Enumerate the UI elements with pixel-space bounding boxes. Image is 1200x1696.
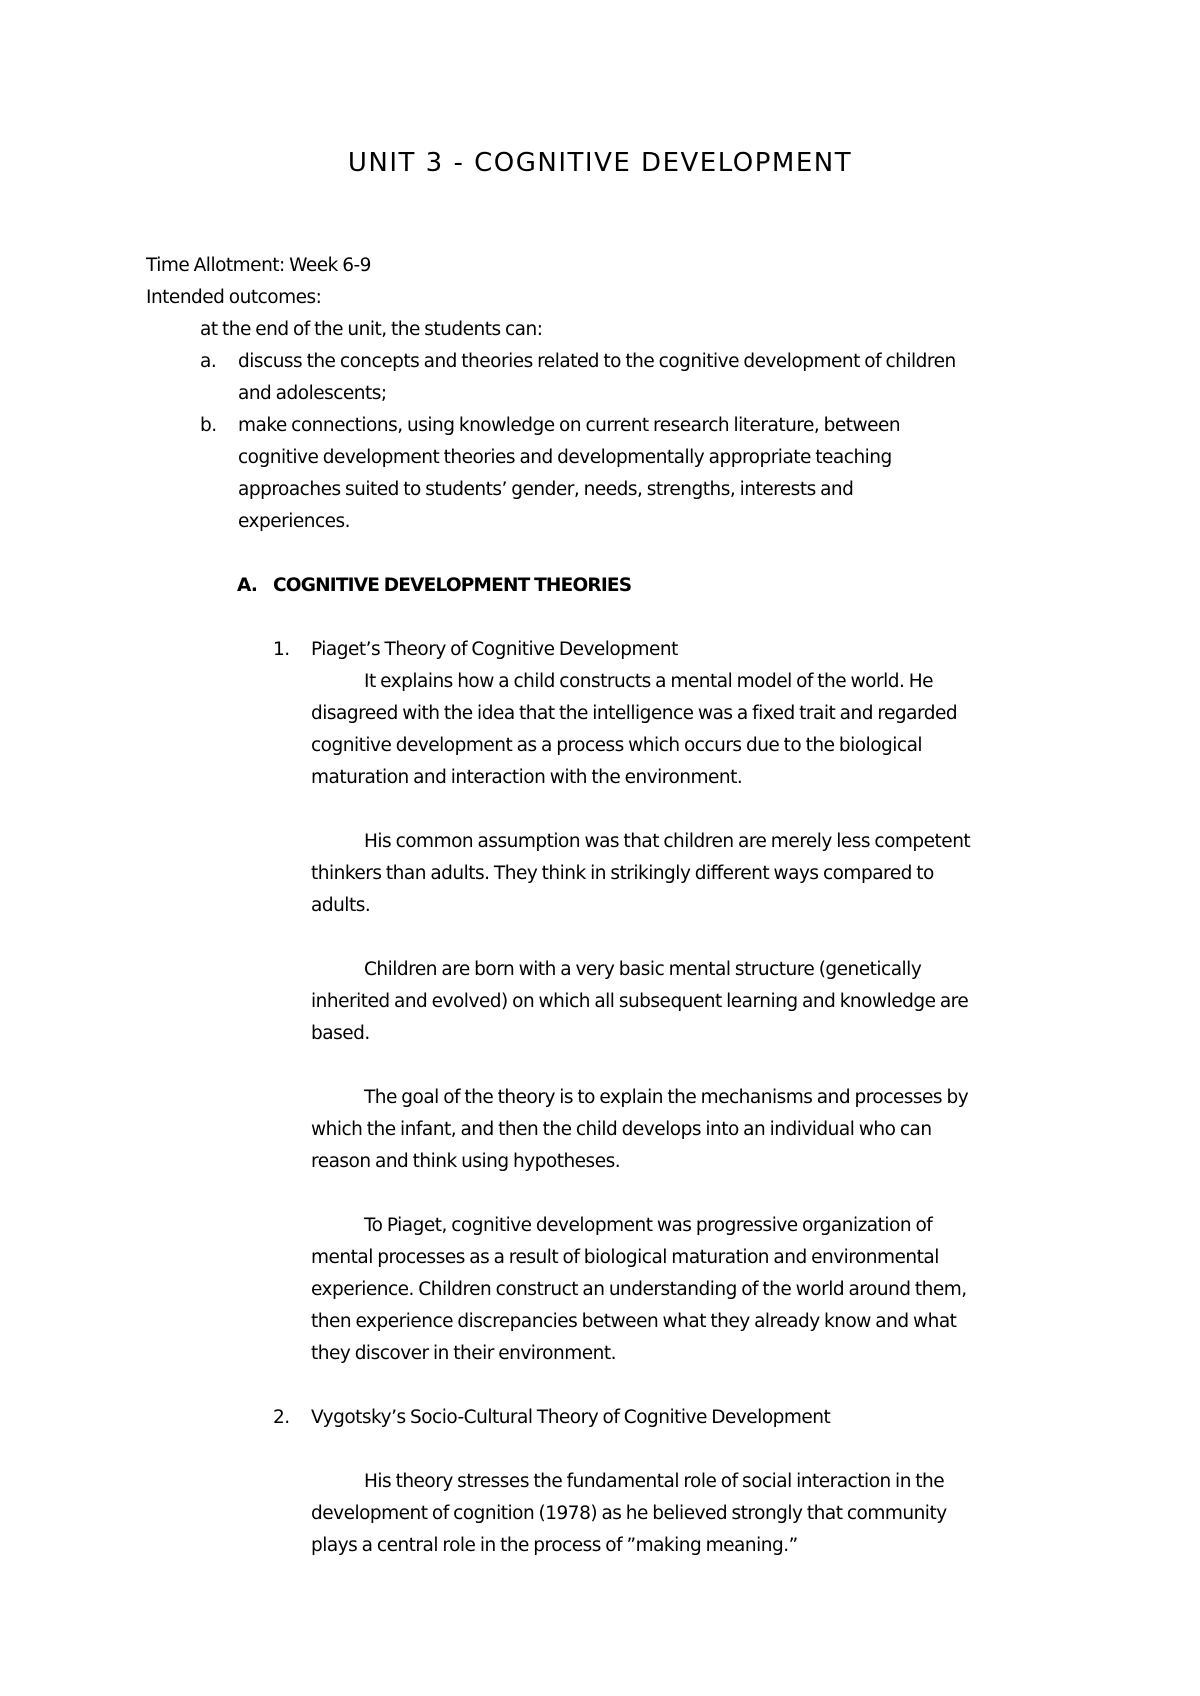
outcome-line: experiences. <box>238 511 351 532</box>
paragraph-line: thinkers than adults. They think in strikingly different ways compared to <box>311 863 934 884</box>
section-heading-text: COGNITIVE DEVELOPMENT THEORIES <box>273 575 632 596</box>
intended-outcomes-label: Intended outcomes: <box>146 287 322 308</box>
outcomes-intro: at the end of the unit, the students can: <box>200 319 543 340</box>
paragraph-line: maturation and interaction with the environment. <box>311 767 743 788</box>
theory-title: Vygotsky’s Socio-Cultural Theory of Cognitive Development <box>311 1407 831 1428</box>
outcome-line: make connections, using knowledge on current research literature, between <box>238 415 901 436</box>
paragraph-line: To Piaget, cognitive development was progressive organization of <box>364 1215 933 1236</box>
paragraph-line: It explains how a child constructs a mental model of the world. He <box>364 671 934 692</box>
paragraph-line: cognitive development as a process which occurs due to the biological <box>311 735 923 756</box>
paragraph-line: development of cognition (1978) as he believed strongly that community <box>311 1503 947 1524</box>
paragraph-line: experience. Children construct an understanding of the world around them, <box>311 1279 967 1300</box>
paragraph-line: disagreed with the idea that the intelligence was a fixed trait and regarded <box>311 703 958 724</box>
paragraph-line: they discover in their environment. <box>311 1343 616 1364</box>
section-letter: A. <box>237 575 258 596</box>
outcome-line: approaches suited to students’ gender, needs, strengths, interests and <box>238 479 854 500</box>
paragraph-line: then experience discrepancies between what they already know and what <box>311 1311 957 1332</box>
paragraph-line: based. <box>311 1023 370 1044</box>
outcome-letter: a. <box>200 351 217 372</box>
time-allotment: Time Allotment: Week 6-9 <box>146 255 371 276</box>
theory-title: Piaget’s Theory of Cognitive Development <box>311 639 678 660</box>
theory-number: 1. <box>273 639 290 660</box>
paragraph-line: mental processes as a result of biological maturation and environmental <box>311 1247 939 1268</box>
outcome-line: cognitive development theories and developmentally appropriate teaching <box>238 447 892 468</box>
theory-number: 2. <box>273 1407 290 1428</box>
theory-1-paragraph-5 <box>311 1210 1067 1370</box>
theory-1-paragraph-3 <box>311 954 1067 1050</box>
paragraph-line: inherited and evolved) on which all subsequent learning and knowledge are <box>311 991 969 1012</box>
paragraph-line: His theory stresses the fundamental role of social interaction in the <box>364 1471 945 1492</box>
theory-1-paragraph-1 <box>311 666 1067 794</box>
paragraph-line: adults. <box>311 895 371 916</box>
paragraph-line: His common assumption was that children are merely less competent <box>364 831 971 852</box>
theory-1-paragraph-2 <box>311 826 1067 922</box>
paragraph-line: plays a central role in the process of ”making meaning.” <box>311 1535 798 1556</box>
page-title: UNIT 3 - COGNITIVE DEVELOPMENT <box>347 148 853 178</box>
outcome-line: discuss the concepts and theories related to the cognitive development of children <box>238 351 956 372</box>
theory-1-paragraph-4 <box>311 1082 1067 1178</box>
paragraph-line: which the infant, and then the child develops into an individual who can <box>311 1119 932 1140</box>
outcome-line: and adolescents; <box>238 383 387 404</box>
paragraph-line: The goal of the theory is to explain the mechanisms and processes by <box>364 1087 969 1108</box>
paragraph-line: Children are born with a very basic mental structure (genetically <box>364 959 922 980</box>
theory-2-paragraph-1 <box>311 1466 1067 1562</box>
paragraph-line: reason and think using hypotheses. <box>311 1151 621 1172</box>
outcome-letter: b. <box>200 415 217 436</box>
